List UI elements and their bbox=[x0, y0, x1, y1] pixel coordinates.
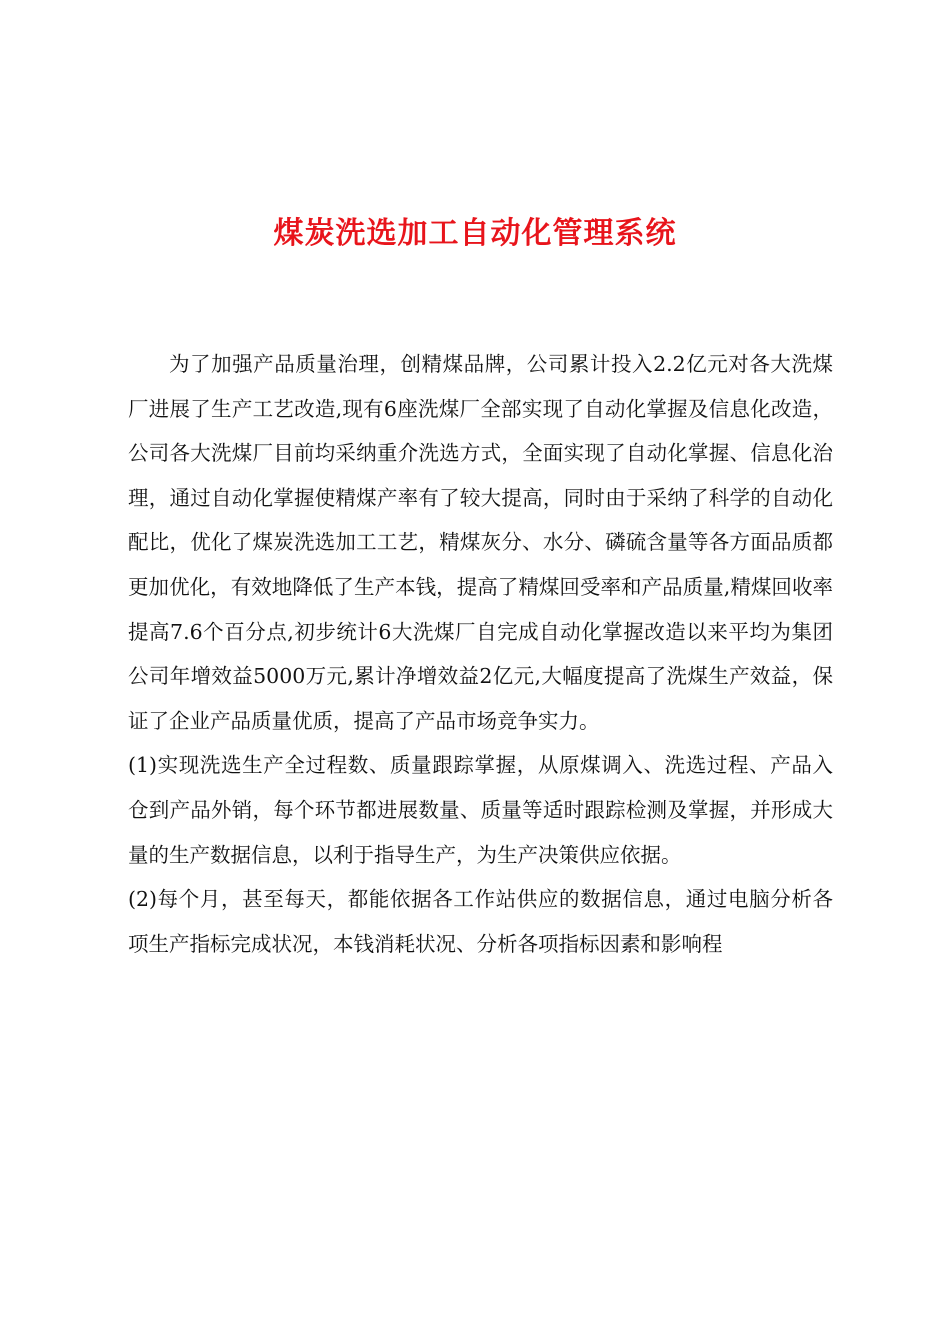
document-title: 煤炭洗选加工自动化管理系统 bbox=[273, 216, 677, 251]
paragraph-intro: 为了加强产品质量治理，创精煤品牌，公司累计投入2.2亿元对各大洗煤厂进展了生产工艺改造,现有6座洗煤厂全部实现了自动化掌握及信息化改造，公司各大洗煤厂目前均采纳重介洗选方式，全面实现了自动化掌握、信息化治理，通过自动化掌握使精煤产率有了较大提高，同时由于采纳了科学的自动化配比，优化了煤炭洗选加工工艺，精煤灰分、水分、磷硫含量等各方面品质都更加优化，有效地降低了生产本钱，提高了精煤回受率和产品质量,精煤回收率提高7.6个百分点,初步统计6大洗煤厂自完成自动化掌握改造以来平均为集团公司年增效益5000万元,累计净增效益2亿元,大幅度提高了洗煤生产效益，保证了企业产品质量优质，提高了产品市场竞争实力。 bbox=[128, 352, 833, 733]
paragraph-item-2: (2)每个月，甚至每天，都能依据各工作站供应的数据信息，通过电脑分析各项生产指标完成状况，本钱消耗状况、分析各项指标因素和影响程 bbox=[128, 887, 833, 956]
document-body bbox=[128, 342, 833, 966]
paragraph-item-1: (1)实现洗选生产全过程数、质量跟踪掌握，从原煤调入、洗选过程、产品入仓到产品外销，每个环节都进展数量、质量等适时跟踪检测及掌握，并形成大量的生产数据信息，以利于指导生产，为生产决策供应依据。 bbox=[128, 753, 833, 867]
